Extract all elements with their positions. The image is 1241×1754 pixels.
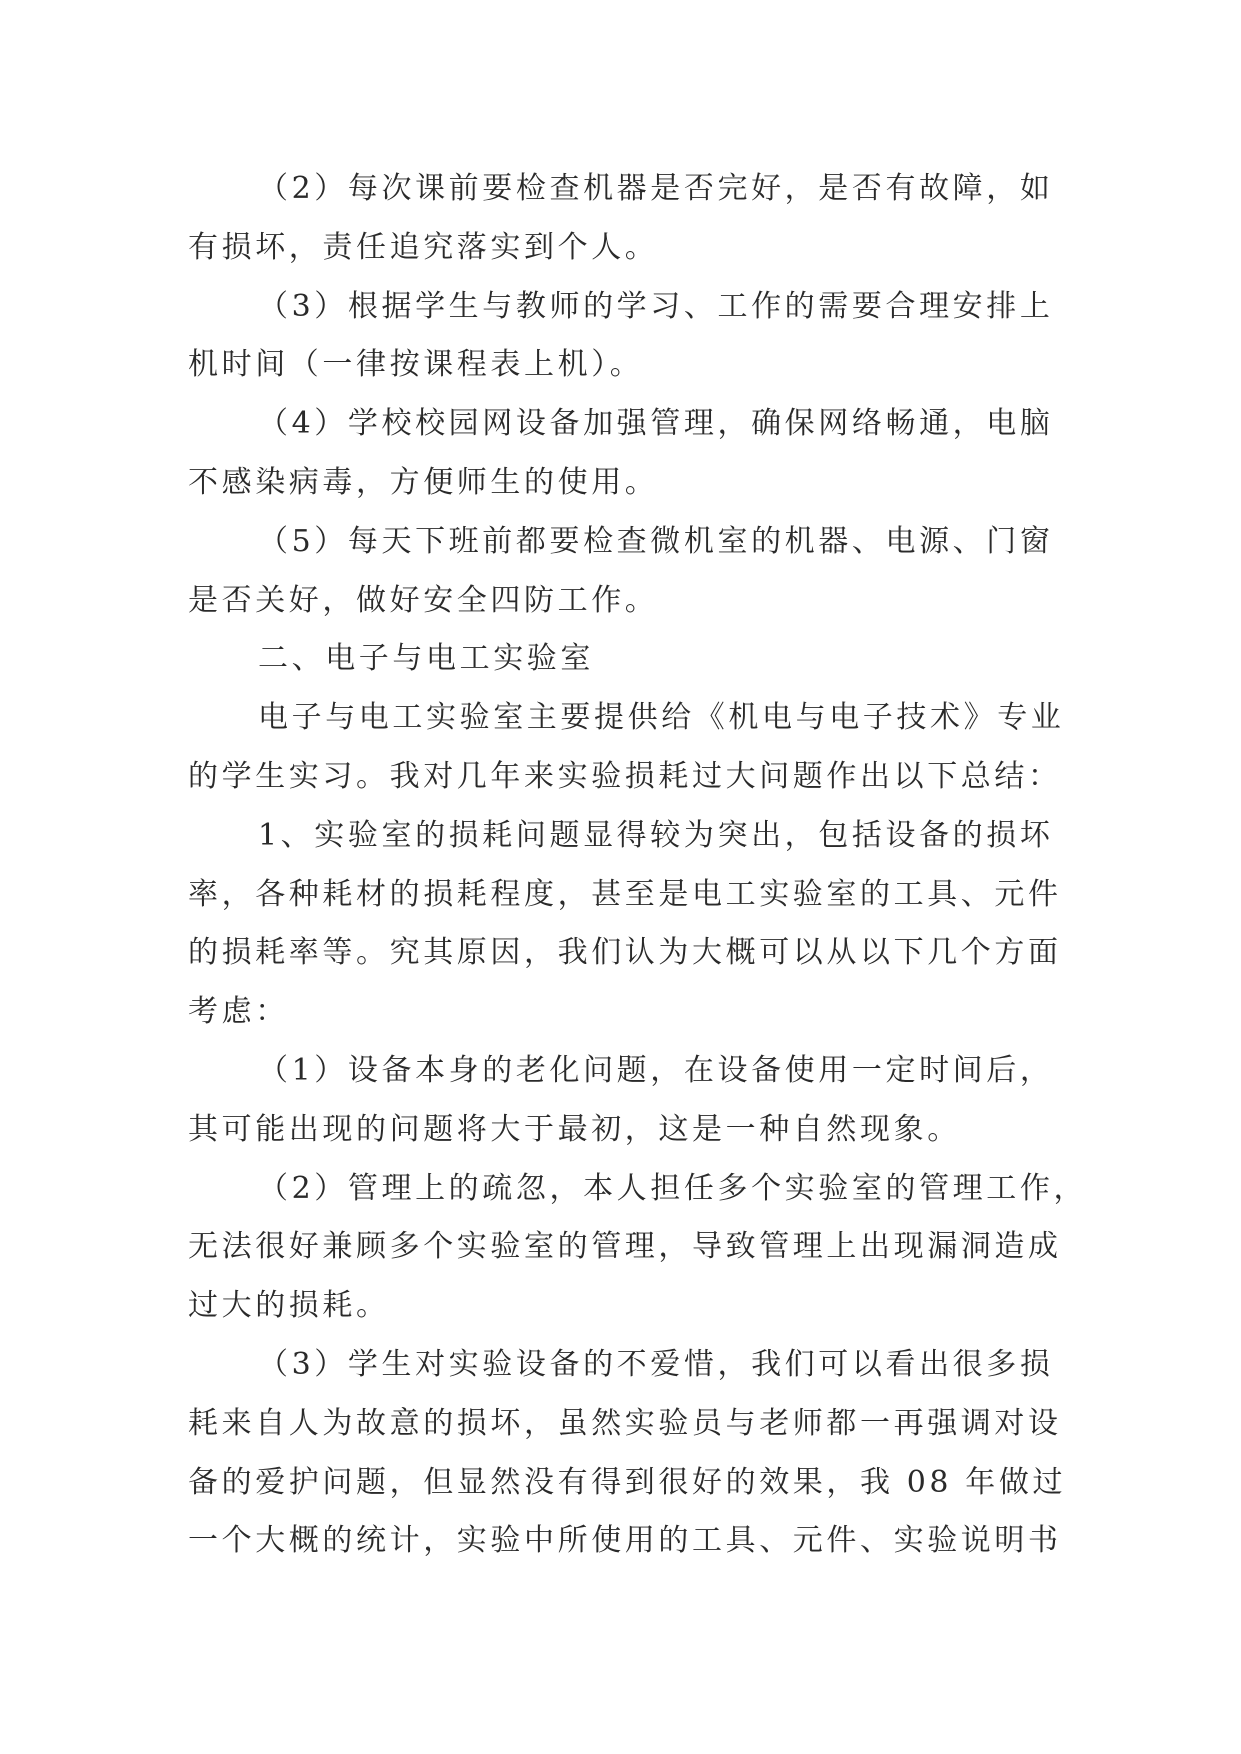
text-line: 考虑： bbox=[188, 994, 289, 1030]
text-line: 有损坏，责任追究落实到个人。 bbox=[188, 229, 659, 265]
text-line: 率，各种耗材的损耗程度，甚至是电工实验室的工具、元件 bbox=[188, 876, 1062, 912]
text-line: 电子与电工实验室主要提供给《机电与电子技术》专业 bbox=[258, 700, 1065, 736]
text-line: 的学生实习。我对几年来实验损耗过大问题作出以下总结： bbox=[188, 758, 1062, 794]
text-line: 备的爱护问题，但显然没有得到很好的效果，我 08 年做过 bbox=[188, 1464, 1067, 1500]
text-line: （3）根据学生与教师的学习、工作的需要合理安排上 bbox=[258, 288, 1054, 324]
text-line: 的损耗率等。究其原因，我们认为大概可以从以下几个方面 bbox=[188, 935, 1062, 971]
text-line: 一个大概的统计，实验中所使用的工具、元件、实验说明书 bbox=[188, 1523, 1062, 1559]
text-line: （1）设备本身的老化问题，在设备使用一定时间后， bbox=[258, 1052, 1054, 1088]
text-line: 其可能出现的问题将大于最初，这是一种自然现象。 bbox=[188, 1111, 961, 1147]
text-line: 二、电子与电工实验室 bbox=[258, 641, 594, 677]
text-line: 机时间（一律按课程表上机）。 bbox=[188, 347, 644, 383]
text-line: （5）每天下班前都要检查微机室的机器、电源、门窗 bbox=[258, 523, 1054, 559]
text-line: 无法很好兼顾多个实验室的管理，导致管理上出现漏洞造成 bbox=[188, 1229, 1062, 1265]
text-line: 是否关好，做好安全四防工作。 bbox=[188, 582, 659, 618]
text-line: （2）每次课前要检查机器是否完好，是否有故障，如 bbox=[258, 171, 1054, 206]
text-line: （2）管理上的疏忽，本人担任多个实验室的管理工作， bbox=[258, 1170, 1088, 1206]
text-line: 过大的损耗。 bbox=[188, 1288, 390, 1324]
text-line: （4）学校校园网设备加强管理，确保网络畅通，电脑 bbox=[258, 406, 1054, 442]
document-body bbox=[188, 160, 1088, 1571]
text-line: （3）学生对实验设备的不爱惜，我们可以看出很多损 bbox=[258, 1346, 1054, 1382]
text-line: 不感染病毒，方便师生的使用。 bbox=[188, 464, 659, 500]
text-line: 1、实验室的损耗问题显得较为突出，包括设备的损坏 bbox=[258, 817, 1054, 853]
text-line: 耗来自人为故意的损坏，虽然实验员与老师都一再强调对设 bbox=[188, 1405, 1062, 1441]
